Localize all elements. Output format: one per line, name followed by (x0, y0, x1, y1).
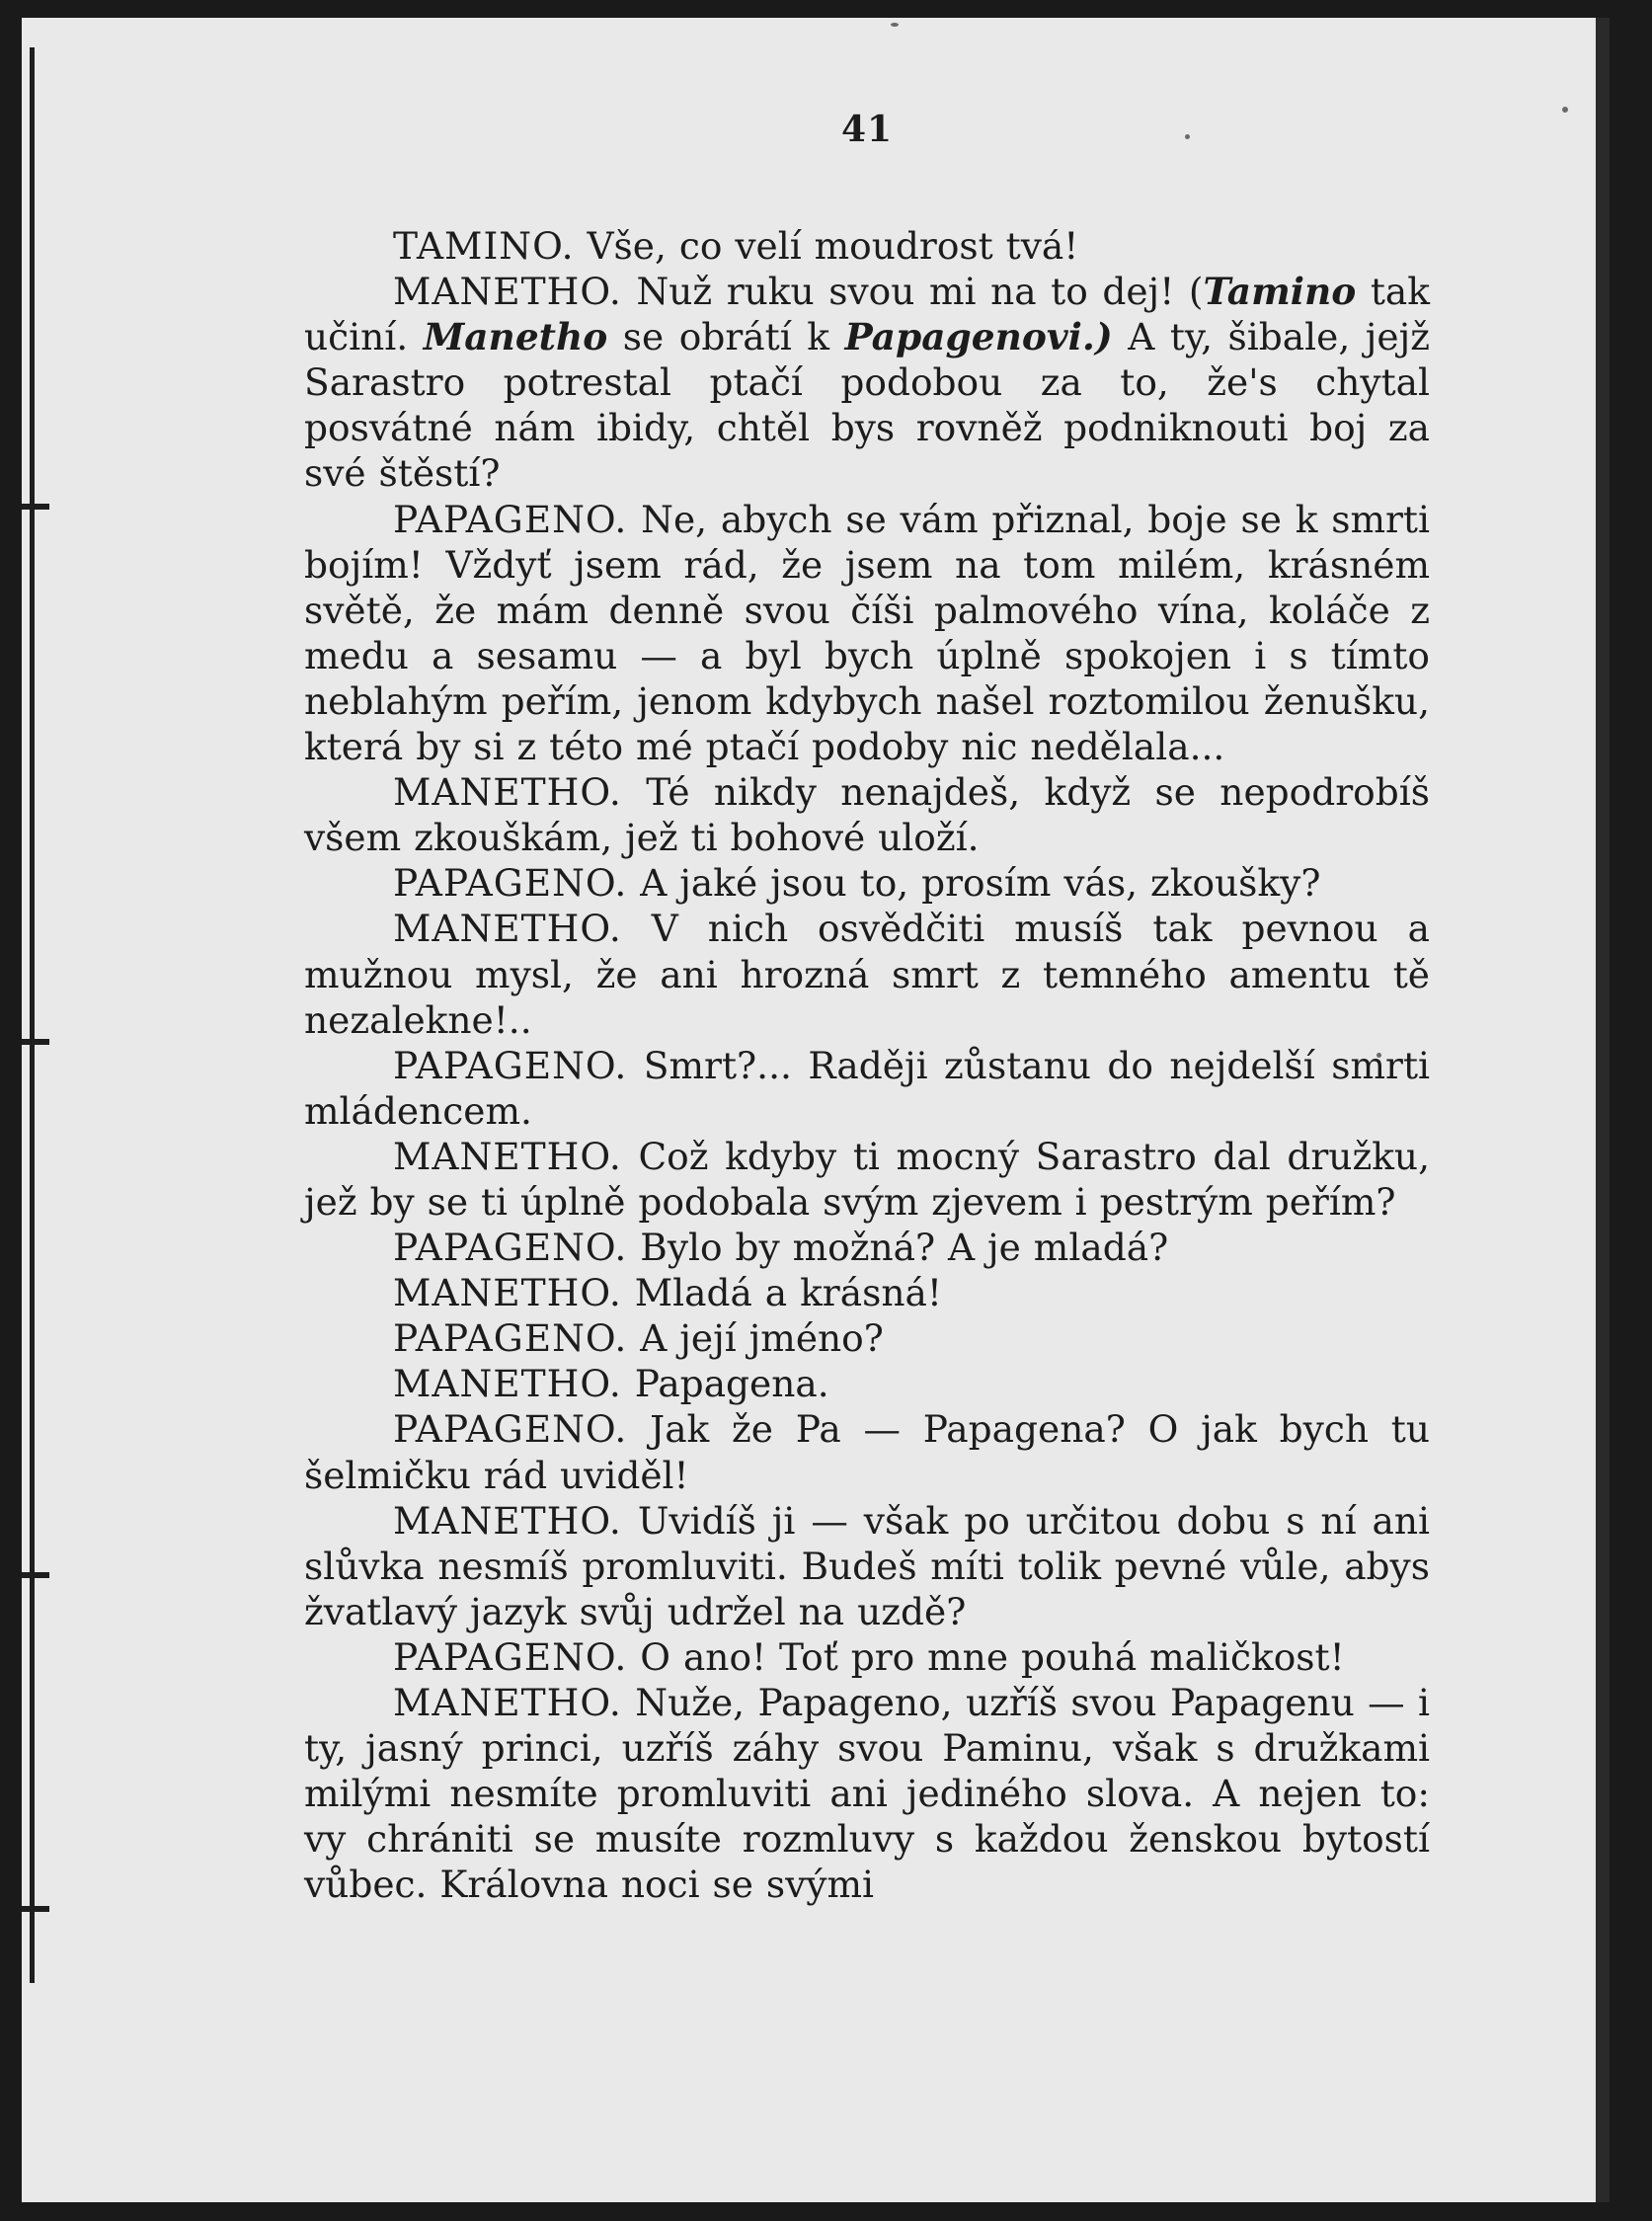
paragraph-text: Té nikdy nenajdeš, když se nepodrobíš všem zkouškám, jež ti bohové uloží. (304, 770, 1430, 860)
stage-direction: Manetho (423, 315, 608, 359)
page-right-edge (1596, 18, 1610, 2202)
binding-mark (22, 1906, 49, 1912)
binding-mark (22, 504, 49, 510)
speaker-name: MANETHO. (393, 270, 622, 314)
paragraph (304, 1634, 1430, 1680)
speaker-name: MANETHO. (393, 1134, 622, 1178)
stage-direction: Tamino (1203, 270, 1357, 314)
paragraph (304, 269, 1430, 496)
paragraph-text: Uvidíš ji — však po určitou dobu s ní ani slůvka nesmíš promluviti. Budeš míti tolik pevné vůle, abys žvatlavý jazyk svůj udržel na uzdě? (304, 1498, 1431, 1633)
paragraph (304, 1498, 1430, 1634)
binding-mark (22, 1039, 49, 1045)
paragraph (304, 1361, 1430, 1406)
speaker-name: MANETHO. (393, 770, 622, 815)
speaker-name: PAPAGENO. (393, 1316, 628, 1361)
speaker-name: PAPAGENO. (393, 861, 628, 906)
paragraph-text: Papagena. (634, 1362, 829, 1406)
paragraph-text: Mladá a krásná! (634, 1271, 942, 1315)
binding-mark (22, 1572, 49, 1578)
paragraph-text: Smrt?... Raději zůstanu do nejdelší smrti mládencem. (304, 1043, 1431, 1133)
paragraph (304, 860, 1430, 906)
speaker-name: MANETHO. (393, 1681, 622, 1724)
speaker-name: TAMINO. (393, 224, 575, 268)
speaker-name: PAPAGENO. (393, 1407, 628, 1452)
paragraph (304, 1225, 1430, 1270)
speaker-name: PAPAGENO. (393, 1226, 628, 1270)
paragraph (304, 1680, 1430, 1907)
speaker-name: MANETHO. (393, 1271, 622, 1315)
paragraph-text: Nuž ruku svou mi na to dej! ( (636, 270, 1204, 314)
scan-speck (1562, 107, 1568, 113)
scan-speck (891, 23, 899, 27)
page-body (304, 223, 1430, 1907)
speaker-name: MANETHO. (393, 907, 622, 951)
speaker-name: MANETHO. (393, 1498, 622, 1543)
paragraph-text: V nich osvědčiti musíš tak pevnou a mužnou mysl, že ani hrozná smrt z temného amentu tě nezalekne!.. (304, 907, 1430, 1042)
paragraph-text: Ne, abych se vám přiznal, boje se k smrti bojím! Vždyť jsem rád, že jsem na tom milém, krásném světě, že mám denně svou číši palmového vína, koláče z medu a sesamu — a byl bych úplně spokojen i s tímto neblahým peřím, jenom kdybych našel roztomilou ženušku, která by si z této mé ptačí podoby nic nedělala... (304, 497, 1430, 769)
paragraph-text: Bylo by možná? A je mladá? (640, 1226, 1169, 1270)
speaker-name: PAPAGENO. (393, 1043, 628, 1087)
paragraph-text: Nuže, Papageno, uzříš svou Papagenu — i ty, jasný princi, uzříš záhy svou Paminu, však s družkami milými nesmíte promluviti ani jediného slova. A nejen to: vy chrániti se musíte rozmluvy s každou ženskou bytostí vůbec. Královna noci se svými (304, 1681, 1430, 1907)
paragraph-text: A jaké jsou to, prosím vás, zkoušky? (640, 861, 1321, 906)
page-number: 41 (841, 109, 894, 150)
paragraph (304, 769, 1430, 860)
speaker-name: PAPAGENO. (393, 1634, 628, 1679)
paragraph-text: A ty, šibale, jejž Sarastro potrestal ptačí podobou za to, že's chytal posvátné nám ibidy, chtěl bys rovněž podniknouti boj za své štěstí? (304, 315, 1430, 496)
speaker-name: PAPAGENO. (393, 497, 628, 541)
paragraph-text: se obrátí k (607, 315, 845, 359)
paragraph (304, 1315, 1430, 1361)
paragraph-text: Jak že Pa — Papagena? O jak bych tu šelmičku rád uviděl! (304, 1407, 1430, 1497)
paragraph-text: Což kdyby ti mocný Sarastro dal družku, jež by se ti úplně podobala svým zjevem i pestrým peřím? (304, 1134, 1431, 1224)
paragraph (304, 1043, 1430, 1134)
stage-direction: Papagenovi.) (844, 315, 1113, 359)
paragraph (304, 1406, 1430, 1497)
paragraph-text: Vše, co velí moudrost tvá! (587, 224, 1079, 268)
speaker-name: MANETHO. (393, 1362, 622, 1406)
paragraph (304, 1134, 1430, 1225)
paragraph-text: O ano! Toť pro mne pouhá maličkost! (640, 1634, 1345, 1679)
paragraph (304, 223, 1430, 269)
paragraph (304, 497, 1430, 770)
paragraph (304, 906, 1430, 1042)
book-page (22, 18, 1610, 2202)
binding-line (30, 47, 35, 1983)
page-binding (22, 18, 55, 2202)
paragraph (304, 1270, 1430, 1315)
scan-speck (1185, 134, 1190, 139)
paragraph-text: A její jméno? (640, 1316, 884, 1361)
paragraph-text: tak učiní. (304, 270, 1430, 359)
